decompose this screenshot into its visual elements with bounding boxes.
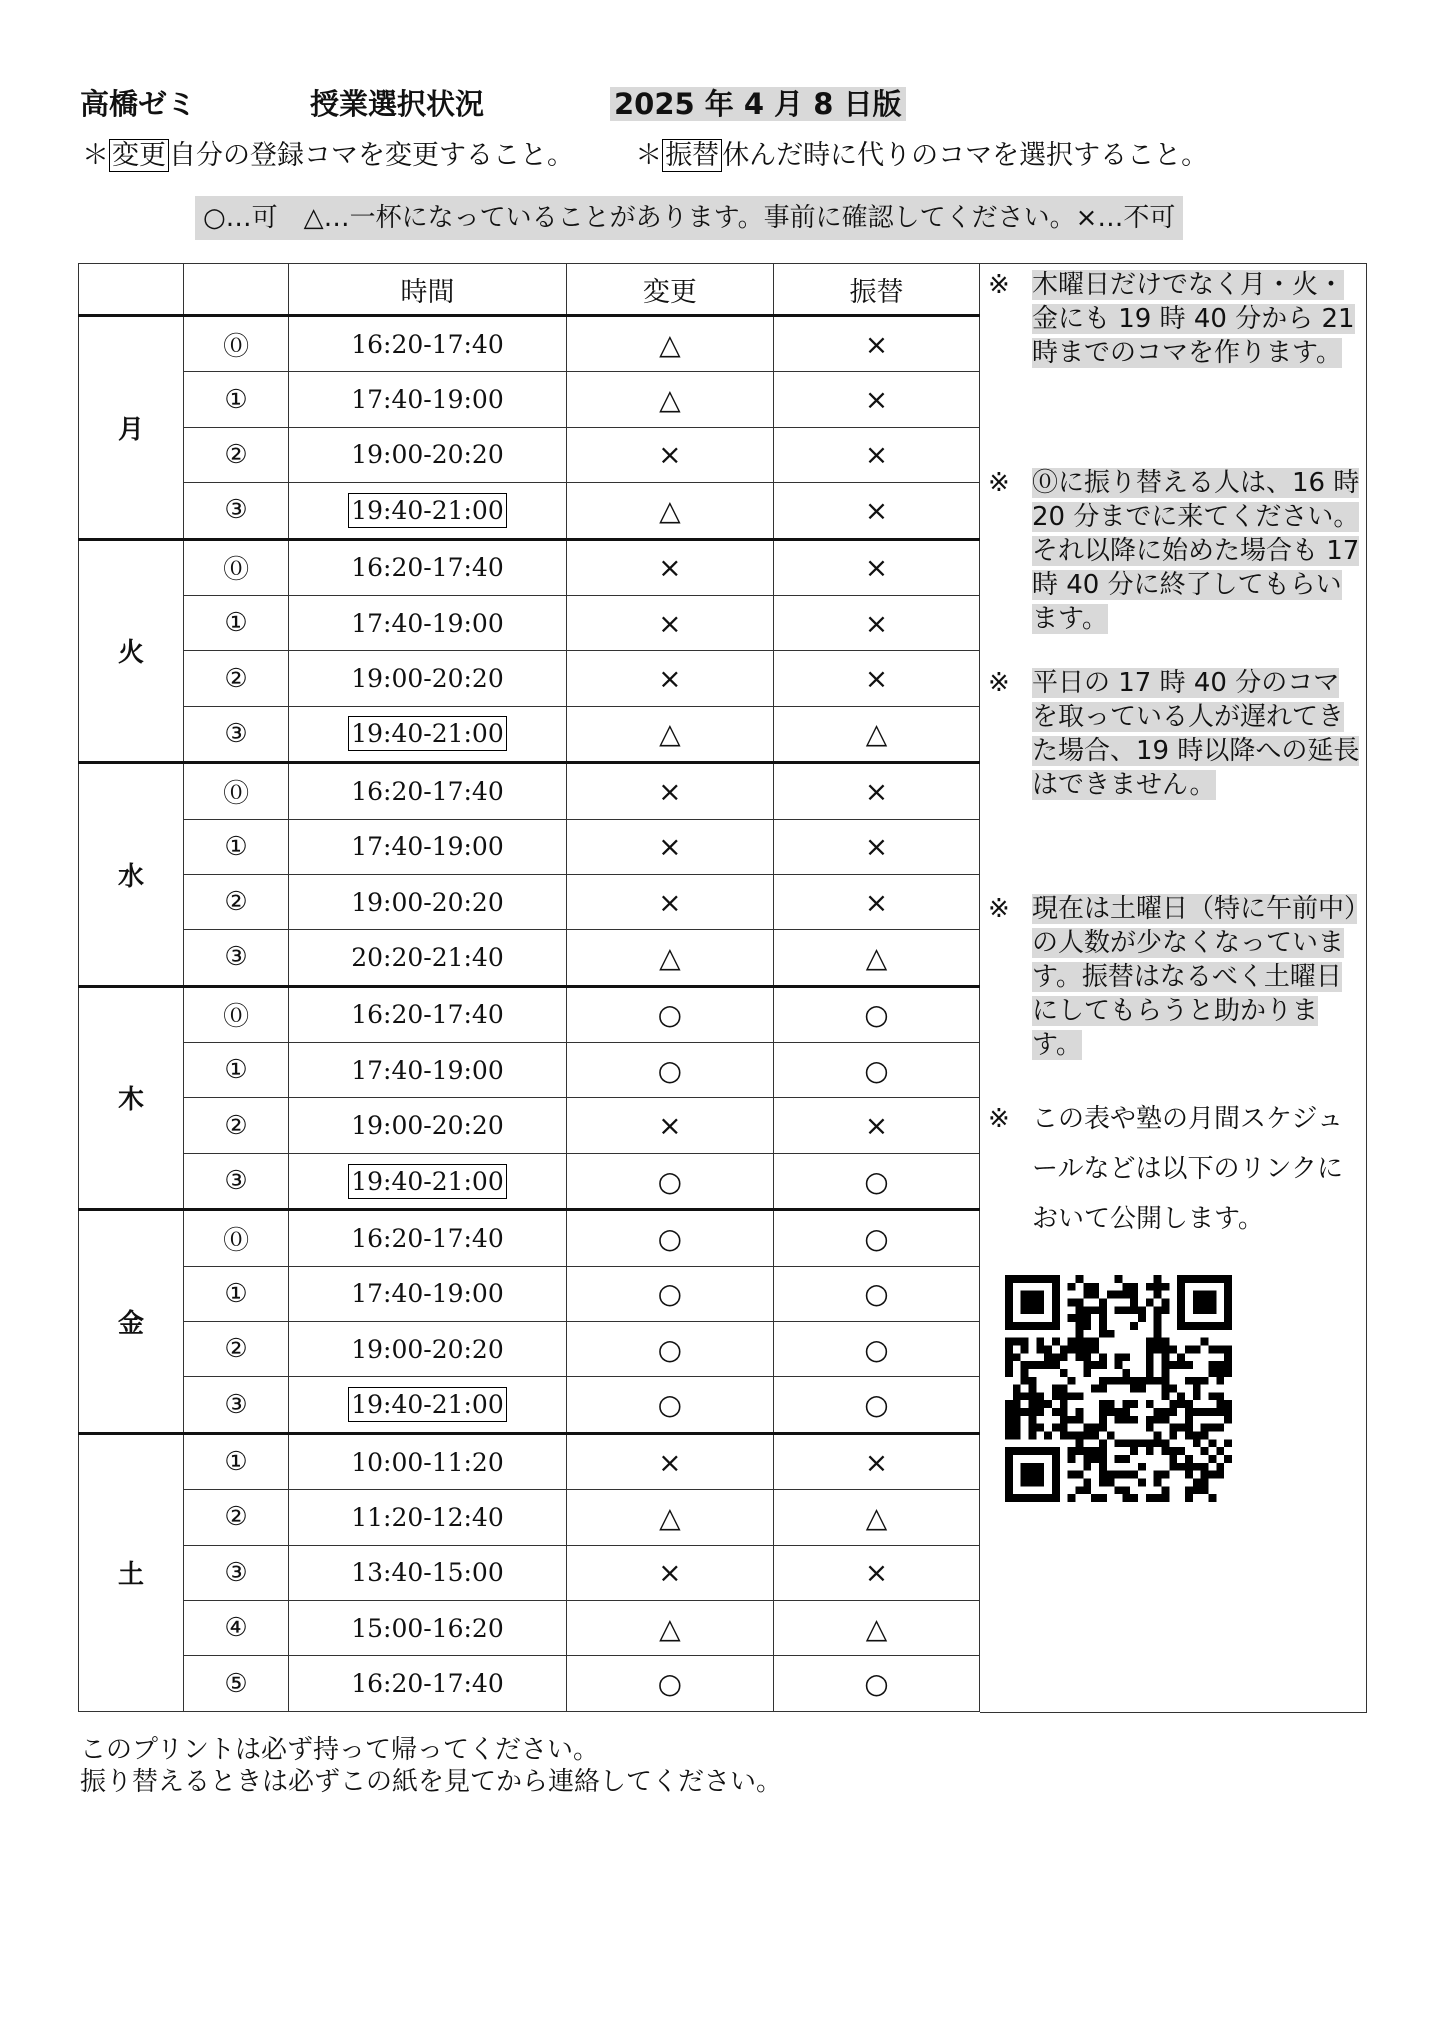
table-row: [79, 819, 980, 874]
slot-cell: ②: [184, 1098, 289, 1153]
version-date-wrap: [610, 82, 906, 123]
instr-key-change: 変更: [109, 139, 169, 172]
time-text: 17:40-19:00: [351, 1055, 504, 1085]
change-status: ×: [566, 1545, 773, 1600]
table-row: [79, 1210, 980, 1266]
time-text: 19:40-21:00: [348, 1387, 507, 1422]
time-text: 16:20-17:40: [351, 329, 504, 359]
instr-text-transfer: 休んだ時に代りのコマを選択すること。: [722, 140, 1209, 171]
time-cell: [289, 539, 567, 595]
note-1: [988, 268, 1360, 370]
change-status: ×: [566, 427, 773, 482]
table-row: [79, 763, 980, 819]
time-cell: [289, 763, 567, 819]
time-cell: [289, 1490, 567, 1545]
transfer-status: ×: [773, 1098, 979, 1153]
slot-cell: ③: [184, 1153, 289, 1209]
table-row: [79, 1656, 980, 1711]
time-text: 17:40-19:00: [351, 832, 504, 862]
change-status: ○: [566, 1377, 773, 1433]
time-cell: [289, 874, 567, 929]
time-cell: [289, 1098, 567, 1153]
transfer-status: △: [773, 1490, 979, 1545]
table-row: [79, 986, 980, 1042]
note-text: 木曜日だけでなく月・火・金にも 19 時 40 分から 21 時までのコマを作ります。: [1032, 270, 1355, 368]
time-text: 17:40-19:00: [351, 608, 504, 638]
change-status: △: [566, 1490, 773, 1545]
time-text: 16:20-17:40: [351, 1223, 504, 1253]
change-status: ×: [566, 819, 773, 874]
note-mark: ※: [988, 270, 1010, 300]
note-3: [988, 666, 1360, 802]
table-row: [79, 372, 980, 427]
school-name: 高橋ゼミ: [80, 87, 197, 121]
time-text: 16:20-17:40: [351, 776, 504, 806]
change-status: ×: [566, 595, 773, 650]
header-time: 時間: [289, 264, 567, 316]
table-row: [79, 1153, 980, 1209]
note-mark: ※: [988, 468, 1010, 498]
schedule-table: [78, 263, 980, 1712]
slot-cell: ⓪: [184, 986, 289, 1042]
table-row: [79, 1377, 980, 1433]
change-status: ○: [566, 1656, 773, 1711]
day-cell: 月: [79, 316, 184, 540]
time-text: 11:20-12:40: [351, 1502, 504, 1532]
transfer-status: ×: [773, 539, 979, 595]
legend: ○…可 △…一杯になっていることがあります。事前に確認してください。×…不可: [195, 196, 1183, 240]
change-status: ×: [566, 763, 773, 819]
table-row: [79, 539, 980, 595]
time-cell: [289, 1656, 567, 1711]
slot-cell: ③: [184, 1545, 289, 1600]
footer-line-2: 振り替えるときは必ずこの紙を見てから連絡してください。: [80, 1767, 783, 1797]
time-cell: [289, 316, 567, 372]
note-4: [988, 892, 1360, 1062]
instr-prefix-1: ＊: [82, 140, 109, 171]
transfer-status: △: [773, 930, 979, 986]
slot-cell: ④: [184, 1600, 289, 1655]
note-2: [988, 466, 1360, 636]
transfer-status: ×: [773, 1433, 979, 1489]
time-cell: [289, 1043, 567, 1098]
table-row: [79, 1322, 980, 1377]
time-text: 19:00-20:20: [351, 440, 504, 470]
change-status: △: [566, 372, 773, 427]
time-cell: [289, 427, 567, 482]
time-cell: [289, 1433, 567, 1489]
table-row: [79, 930, 980, 986]
transfer-status: ○: [773, 1266, 979, 1321]
table-row: [79, 1266, 980, 1321]
day-cell: 土: [79, 1433, 184, 1711]
note-text: 平日の 17 時 40 分のコマを取っている人が遅れてきた場合、19 時以降への延長はできません。: [1032, 668, 1360, 800]
time-text: 17:40-19:00: [351, 385, 504, 415]
note-mark: ※: [988, 1104, 1010, 1134]
day-cell: 木: [79, 986, 184, 1210]
footer-line-1: このプリントは必ず持って帰ってください。: [80, 1735, 599, 1765]
time-cell: [289, 706, 567, 762]
instr-text-change: 自分の登録コマを変更すること。: [169, 140, 574, 171]
slot-cell: ①: [184, 1433, 289, 1489]
change-status: ○: [566, 1322, 773, 1377]
time-cell: [289, 372, 567, 427]
table-row: [79, 1098, 980, 1153]
transfer-status: ×: [773, 763, 979, 819]
footer: [80, 1734, 782, 1798]
slot-cell: ⓪: [184, 316, 289, 372]
slot-cell: ②: [184, 651, 289, 706]
slot-cell: ⓪: [184, 539, 289, 595]
transfer-status: ×: [773, 651, 979, 706]
time-cell: [289, 1377, 567, 1433]
table-row: [79, 1600, 980, 1655]
table-header-row: [79, 264, 980, 316]
table-row: [79, 427, 980, 482]
slot-cell: ②: [184, 874, 289, 929]
table-row: [79, 1433, 980, 1489]
table-row: [79, 1545, 980, 1600]
note-mark: ※: [988, 668, 1010, 698]
time-cell: [289, 1322, 567, 1377]
slot-cell: ⓪: [184, 763, 289, 819]
slot-cell: ①: [184, 595, 289, 650]
time-text: 10:00-11:20: [351, 1447, 504, 1477]
change-status: ○: [566, 1153, 773, 1209]
change-status: ×: [566, 874, 773, 929]
time-text: 19:40-21:00: [348, 716, 507, 751]
header-day: [79, 264, 184, 316]
header-transfer: 振替: [773, 264, 979, 316]
time-cell: [289, 1266, 567, 1321]
time-cell: [289, 930, 567, 986]
change-status: △: [566, 930, 773, 986]
time-text: 16:20-17:40: [351, 1000, 504, 1030]
day-cell: 火: [79, 539, 184, 763]
time-text: 13:40-15:00: [351, 1558, 504, 1588]
table-row: [79, 651, 980, 706]
version-date: 2025 年 4 月 8 日版: [610, 87, 906, 121]
time-text: 19:40-21:00: [348, 1164, 507, 1199]
time-text: 16:20-17:40: [351, 1669, 504, 1699]
transfer-status: ×: [773, 483, 979, 539]
transfer-status: ○: [773, 986, 979, 1042]
table-row: [79, 595, 980, 650]
time-cell: [289, 651, 567, 706]
note-text: 現在は土曜日（特に午前中）の人数が少なくなっています。振替はなるべく土曜日にしてもらうと助かります。: [1032, 894, 1358, 1060]
page-title: 授業選択状況: [310, 87, 485, 121]
transfer-status: ○: [773, 1153, 979, 1209]
change-status: ○: [566, 1043, 773, 1098]
slot-cell: ①: [184, 1043, 289, 1098]
slot-cell: ③: [184, 483, 289, 539]
instr-prefix-2: ＊: [635, 140, 663, 171]
time-cell: [289, 1210, 567, 1266]
note-5: [988, 1094, 1360, 1244]
transfer-status: ○: [773, 1322, 979, 1377]
time-cell: [289, 483, 567, 539]
slot-cell: ②: [184, 427, 289, 482]
transfer-status: ○: [773, 1043, 979, 1098]
change-status: ○: [566, 1210, 773, 1266]
slot-cell: ③: [184, 930, 289, 986]
note-text: ⓪に振り替える人は、16 時 20 分までに来てください。それ以降に始めた場合も 17 時 40 分に終了してもらいます。: [1032, 468, 1360, 634]
change-status: ×: [566, 539, 773, 595]
time-text: 19:00-20:20: [351, 1334, 504, 1364]
header-slot: [184, 264, 289, 316]
transfer-status: ○: [773, 1656, 979, 1711]
day-cell: 金: [79, 1210, 184, 1434]
time-text: 19:40-21:00: [348, 493, 507, 528]
time-text: 19:00-20:20: [351, 1111, 504, 1141]
transfer-status: ×: [773, 595, 979, 650]
instructions: [82, 133, 1208, 172]
table-row: [79, 706, 980, 762]
time-text: 20:20-21:40: [351, 942, 504, 972]
transfer-status: ×: [773, 372, 979, 427]
instr-key-transfer: 振替: [662, 139, 722, 172]
change-status: △: [566, 1600, 773, 1655]
transfer-status: △: [773, 706, 979, 762]
transfer-status: ×: [773, 1545, 979, 1600]
slot-cell: ②: [184, 1322, 289, 1377]
time-cell: [289, 595, 567, 650]
transfer-status: ×: [773, 874, 979, 929]
time-cell: [289, 819, 567, 874]
change-status: ×: [566, 1433, 773, 1489]
change-status: ×: [566, 651, 773, 706]
change-status: ○: [566, 986, 773, 1042]
table-row: [79, 316, 980, 372]
table-row: [79, 874, 980, 929]
day-cell: 水: [79, 763, 184, 987]
time-cell: [289, 986, 567, 1042]
time-text: 17:40-19:00: [351, 1279, 504, 1309]
change-status: ×: [566, 1098, 773, 1153]
time-cell: [289, 1545, 567, 1600]
change-status: △: [566, 706, 773, 762]
slot-cell: ⑤: [184, 1656, 289, 1711]
time-cell: [289, 1600, 567, 1655]
time-text: 16:20-17:40: [351, 553, 504, 583]
note-mark: ※: [988, 894, 1010, 924]
header-change: 変更: [566, 264, 773, 316]
slot-cell: ③: [184, 706, 289, 762]
change-status: △: [566, 483, 773, 539]
transfer-status: △: [773, 1600, 979, 1655]
slot-cell: ①: [184, 819, 289, 874]
qr-code-icon[interactable]: [1005, 1275, 1232, 1502]
time-text: 19:00-20:20: [351, 887, 504, 917]
time-text: 15:00-16:20: [351, 1613, 504, 1643]
transfer-status: ×: [773, 316, 979, 372]
change-status: △: [566, 316, 773, 372]
transfer-status: ×: [773, 819, 979, 874]
table-row: [79, 483, 980, 539]
transfer-status: ○: [773, 1377, 979, 1433]
note-text: この表や塾の月間スケジュールなどは以下のリンクにおいて公開します。: [1032, 1104, 1343, 1234]
change-status: ○: [566, 1266, 773, 1321]
slot-cell: ①: [184, 372, 289, 427]
slot-cell: ③: [184, 1377, 289, 1433]
slot-cell: ⓪: [184, 1210, 289, 1266]
transfer-status: ○: [773, 1210, 979, 1266]
table-row: [79, 1043, 980, 1098]
transfer-status: ×: [773, 427, 979, 482]
time-cell: [289, 1153, 567, 1209]
slot-cell: ①: [184, 1266, 289, 1321]
table-row: [79, 1490, 980, 1545]
slot-cell: ②: [184, 1490, 289, 1545]
time-text: 19:00-20:20: [351, 664, 504, 694]
